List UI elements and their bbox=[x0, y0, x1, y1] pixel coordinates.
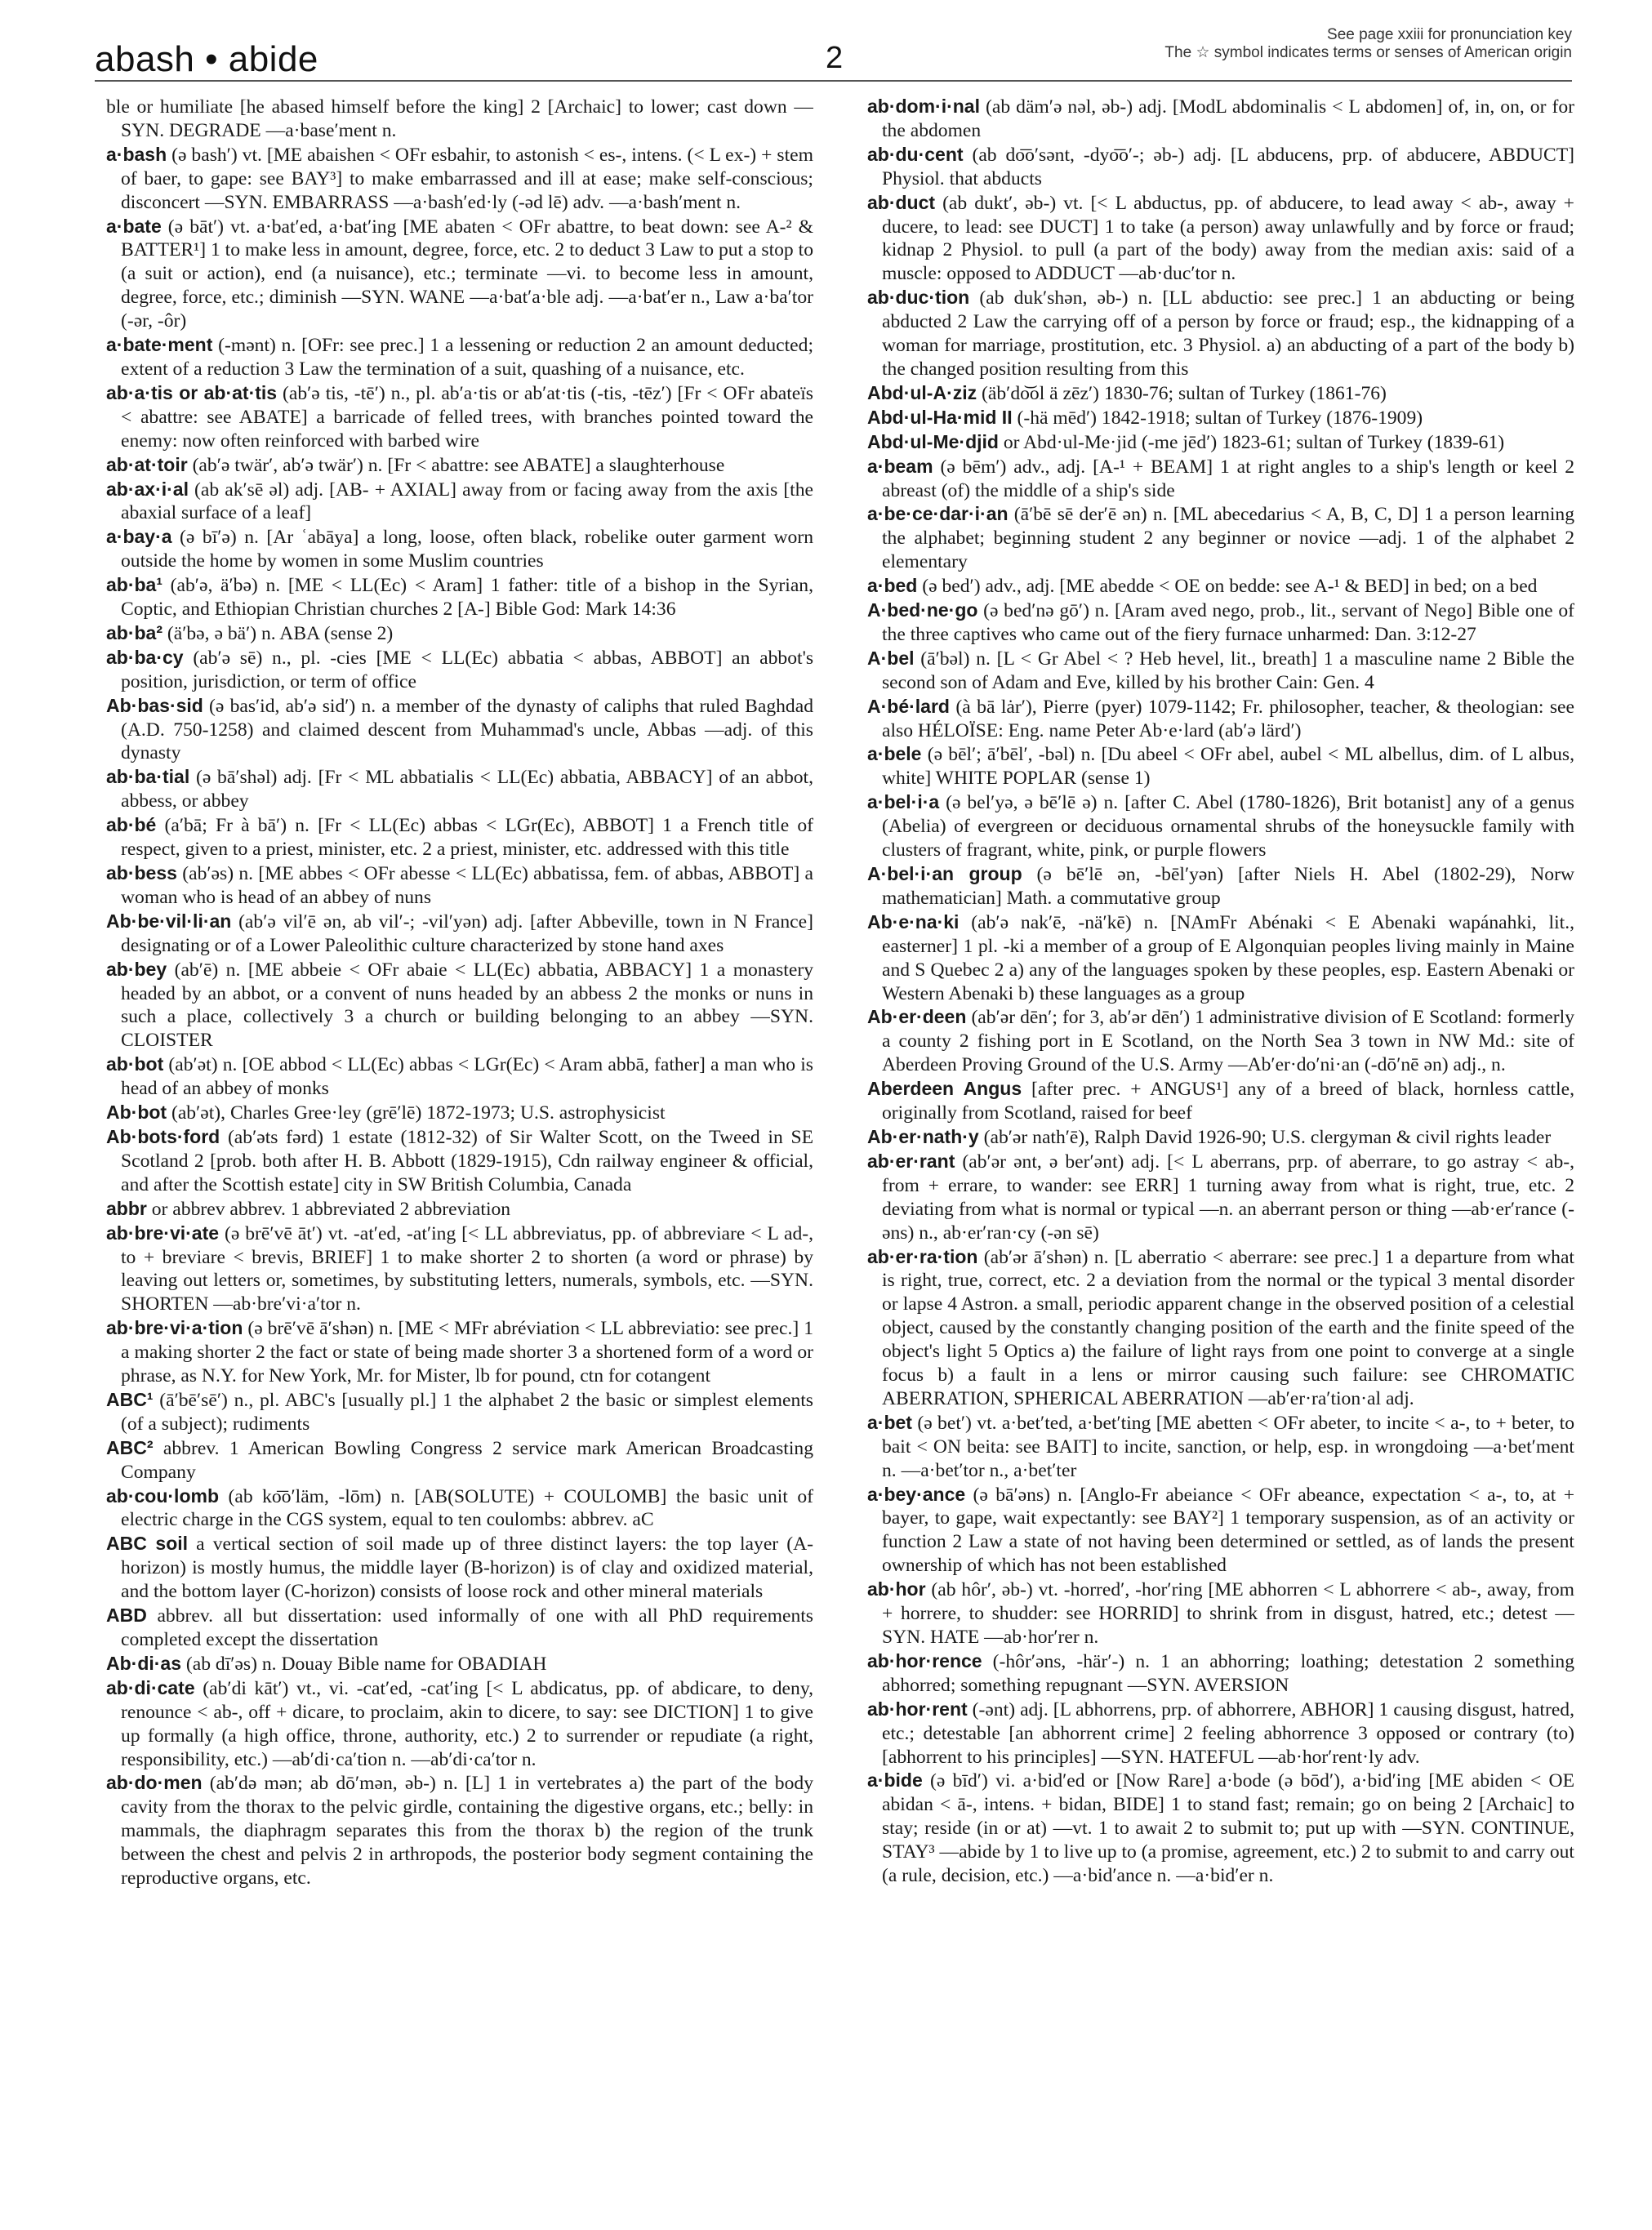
entry-headword: a·bate bbox=[106, 215, 162, 237]
entry-headword: A·bé·lard bbox=[867, 695, 950, 717]
dictionary-entry bbox=[106, 1652, 813, 1676]
entry-headword: Abd·ul-Me·djid bbox=[867, 430, 999, 452]
entry-headword: ab·ba¹ bbox=[106, 574, 163, 596]
dictionary-entry bbox=[106, 1125, 813, 1197]
entry-definition: (ə bet′) vt. a·bet′ted, a·bet′ting [ME abetten < OFr abeter, to incite < a-, to + beter, to bait < ON beita: see BAIT] to incite, sanction, or help, esp. in wrongdoing —a·bet′ment n. —a·bet′tor n., a·bet′ter bbox=[882, 1412, 1574, 1481]
entry-headword: A·bed·ne·go bbox=[867, 599, 978, 621]
entry-headword: ab·duct bbox=[867, 191, 936, 213]
dictionary-entry bbox=[106, 478, 813, 526]
entry-definition: (ab′ə sē) n., pl. -cies [ME < LL(Ec) abbatia < abbas, ABBOT] an abbot's position, jurisdiction, or term of office bbox=[121, 647, 813, 692]
entry-headword: ab·bey bbox=[106, 958, 167, 980]
dictionary-entry bbox=[106, 1222, 813, 1317]
entry-headword: ab·ba² bbox=[106, 621, 163, 643]
entry-headword: ab·do·men bbox=[106, 1772, 203, 1794]
entry-definition: (ā′bəl) n. [L < Gr Abel < ? Heb hevel, lit., breath] 1 a masculine name 2 Bible the second son of Adam and Eve, killed by his brother Cain: Gen. 4 bbox=[882, 648, 1574, 693]
dictionary-entry bbox=[867, 1125, 1574, 1150]
entry-headword: Ab·bot bbox=[106, 1102, 167, 1124]
entry-headword: ABC soil bbox=[106, 1533, 189, 1555]
entry-definition: (ə bas′id, ab′ə sid′) n. a member of the dynasty of caliphs that ruled Baghdad (A.D. 750-1258) and claimed descent from Muhammad's uncle, Abbas —adj. of this dynasty bbox=[121, 695, 813, 764]
entry-definition: [after prec. + ANGUS¹] any of a breed of black, hornless cattle, originally from Scotland, raised for beef bbox=[882, 1079, 1574, 1124]
dictionary-entry bbox=[106, 694, 813, 766]
dictionary-entry bbox=[867, 910, 1574, 1006]
entry-headword: a·beam bbox=[867, 455, 933, 477]
entry-definition: (ə bash′) vt. [ME abaishen < OFr esbahir, to astonish < es-, intens. (< L ex-) + stem of baer, to gape: see BAY³] to make embarrassed and ill at ease; make self-conscious; disconcert —SYN. EMBARRASS —a·bash′ed·ly (-əd lē) adv. —a·bash′ment n. bbox=[121, 144, 813, 213]
entry-definition: (ə bēm′) adv., adj. [A-¹ + BEAM] 1 at right angles to a ship's length or keel 2 abreast (of) the middle of a ship's side bbox=[882, 456, 1574, 501]
entry-definition: (ab′əs) n. [ME abbes < OFr abesse < LL(Ec) abbatissa, fem. of abbas, ABBOT] a woman who is head of an abbey of nuns bbox=[121, 863, 813, 908]
entry-definition: (ə bel′yə, ə bē′lē ə) n. [after C. Abel (1780-1826), Brit botanist] any of a genus (Abelia) of evergreen or deciduous ornamental shrubs of the honeysuckle family with clusters of fragrant, white, pink, or purple flowers bbox=[882, 792, 1574, 861]
entry-headword: a·bed bbox=[867, 575, 918, 597]
entry-definition: (ab′ə twär′, ab′ə twär′) n. [Fr < abattre: see ABATE] a slaughterhouse bbox=[187, 454, 725, 476]
entry-headword: a·bel·i·a bbox=[867, 791, 940, 813]
dictionary-entry bbox=[867, 647, 1574, 695]
dictionary-entry bbox=[867, 1005, 1574, 1077]
entry-headword: a·bey·ance bbox=[867, 1483, 966, 1505]
entry-headword: a·be·ce·dar·i·an bbox=[867, 503, 1009, 525]
entry-definition: (ab′ət) n. [OE abbod < LL(Ec) abbas < LGr(Ec) < Aram abbā, father] a man who is head of an abbey of monks bbox=[121, 1054, 813, 1100]
entry-definition: abbrev. all but dissertation: used informally of one with all PhD requirements completed except the dissertation bbox=[121, 1605, 813, 1650]
entry-headword: ab·ba·cy bbox=[106, 646, 184, 668]
entry-definition: (ab dukt′, əb-) vt. [< L abductus, pp. of abducere, to lead away < ab-, away + ducere, to lead: see DUCT] 1 to take (a person) away unlawfully and by force or fraud; kidnap 2 Physiol. to pull (a part of the body) away from the median axis: said of a muscle: opposed to ADDUCT —ab·duc′tor n. bbox=[882, 192, 1574, 285]
entry-definition: (a′bā; Fr à bā′) n. [Fr < LL(Ec) abbas < LGr(Ec), ABBOT] 1 a French title of respect, given to a priest, minister, etc. 2 a priest, minister, etc. addressed with this title bbox=[121, 815, 813, 861]
entry-definition: (ə brē′vē āt′) vt. -at′ed, -at′ing [< LL abbreviatus, pp. of abbreviare < L ad-, to + breviare < brevis, BRIEF] 1 to make shorter 2 to shorten (a word or phrase) by leaving out letters or, sometimes, by substituting letters, numerals, symbols, etc. —SYN. SHORTEN —ab·bre′vi·a′tor n. bbox=[121, 1222, 813, 1315]
entry-headword: Abd·ul-Ha·mid II bbox=[867, 406, 1013, 428]
entry-headword: ab·cou·lomb bbox=[106, 1484, 219, 1507]
entry-headword: ABD bbox=[106, 1605, 147, 1627]
right-column bbox=[867, 95, 1574, 2210]
dictionary-entry bbox=[867, 1411, 1574, 1483]
dictionary-entry bbox=[867, 286, 1574, 381]
dictionary-entry bbox=[867, 695, 1574, 743]
dictionary-entry bbox=[867, 1150, 1574, 1245]
dictionary-entry bbox=[867, 95, 1574, 143]
entry-headword: ab·er·rant bbox=[867, 1150, 955, 1172]
entry-definition: (ə bīd′) vi. a·bid′ed or [Now Rare] a·bode (ə bōd′), a·bid′ing [ME abiden < OE abidan < ā-, intens. + bidan, BIDE] 1 to stand fast; remain; go on being 2 [Archaic] to stay; reside (in or at) —vt. 1 to await 2 to submit to; put up with —SYN. CONTINUE, STAY³ —abide by 1 to live up to (a promise, agreement, etc.) 2 to submit to and carry out (a rule, decision, etc.) —a·bid′ance n. —a·bid′er n. bbox=[882, 1770, 1574, 1887]
dictionary-entry bbox=[867, 143, 1574, 191]
entry-headword: ab·bot bbox=[106, 1053, 164, 1075]
dictionary-entry bbox=[106, 1771, 813, 1890]
dictionary-entry bbox=[106, 1436, 813, 1484]
entry-headword: ab·bé bbox=[106, 814, 157, 836]
entry-headword: ab·ba·tial bbox=[106, 766, 190, 788]
dictionary-entry bbox=[867, 191, 1574, 287]
dictionary-entry bbox=[867, 790, 1574, 862]
entry-definition: (à bā lȧr′), Pierre (pyer) 1079-1142; Fr. philosopher, teacher, & theologian: see also HÉLOÏSE: Eng. name Peter Ab·e·lard (ab′ə lärd′) bbox=[882, 696, 1574, 741]
dictionary-entry bbox=[867, 574, 1574, 599]
dictionary-entry bbox=[867, 381, 1574, 406]
entry-headword: Aberdeen Angus bbox=[867, 1078, 1022, 1100]
dictionary-entry bbox=[867, 1077, 1574, 1125]
entry-definition: (ə bī′ə) n. [Ar ʿabāya] a long, loose, often black, robelike outer garment worn outside the home by women in some Muslim countries bbox=[121, 527, 813, 572]
entry-headword: Ab·bas·sid bbox=[106, 694, 203, 716]
dictionary-entry bbox=[867, 742, 1574, 790]
entry-definition: (ə bā′shəl) adj. [Fr < ML abbatialis < LL(Ec) abbatia, ABBACY] of an abbot, abbess, or abbey bbox=[121, 767, 813, 812]
dictionary-entry bbox=[106, 861, 813, 910]
dictionary-entry bbox=[106, 1676, 813, 1772]
entry-definition: (ab do͞o′sənt, -dyo͞o′-; əb-) adj. [L abducens, prp. of abducere, ABDUCT] Physiol. that abducts bbox=[882, 144, 1574, 189]
entry-definition: (-mənt) n. [OFr: see prec.] 1 a lessening or reduction 2 an amount deducted; extent of a reduction 3 Law the termination of a suit, quashing of a nuisance, etc. bbox=[121, 335, 813, 380]
entry-definition: (ə bed′) adv., adj. [ME abedde < OE on bedde: see A-¹ & BED] in bed; on a bed bbox=[917, 576, 1538, 598]
dictionary-entry bbox=[106, 1532, 813, 1604]
dictionary-entry bbox=[106, 333, 813, 381]
entry-definition: (-hä mēd′) 1842-1918; sultan of Turkey (1876-1909) bbox=[1012, 407, 1423, 429]
entry-definition: (ab ak′sē əl) adj. [AB- + AXIAL] away from or facing away from the axis [the abaxial surface of a leaf] bbox=[121, 478, 813, 524]
dictionary-entry bbox=[867, 1245, 1574, 1411]
entry-definition: (ab däm′ə nəl, əb-) adj. [ModL abdominalis < L abdomen] of, in, on, or for the abdomen bbox=[882, 96, 1574, 141]
entry-definition: abbrev. 1 American Bowling Congress 2 service mark American Broadcasting Company bbox=[121, 1437, 813, 1483]
entry-headword: Ab·be·vil·li·an bbox=[106, 910, 232, 932]
dictionary-entry bbox=[106, 621, 813, 646]
entry-headword: Ab·bots·ford bbox=[106, 1125, 220, 1147]
entry-headword: ab·hor·rence bbox=[867, 1649, 982, 1671]
entry-headword: a·bate·ment bbox=[106, 334, 213, 356]
dictionary-entry bbox=[867, 862, 1574, 910]
entry-headword: ab·ax·i·al bbox=[106, 478, 189, 500]
entry-definition: (-ənt) adj. [L abhorrens, prp. of abhorrere, ABHOR] 1 causing disgust, hatred, etc.; detestable [an abhorrent crime] 2 feeling abhorrence 3 opposed or contrary (to) [abhorrent to his principles] —SYN. HATEFUL —ab·hor′rent·ly adv. bbox=[882, 1698, 1574, 1768]
entry-definition: (ab′ə vil′ē ən, ab vil′-; -vil′yən) adj. [after Abbeville, town in N France] designating or of a Lower Paleolithic culture characterized by stone hand axes bbox=[121, 910, 813, 956]
dictionary-entry bbox=[106, 1316, 813, 1388]
entry-definition: or abbrev abbrev. 1 abbreviated 2 abbreviation bbox=[146, 1198, 511, 1220]
entry-headword: ab·bre·vi·ate bbox=[106, 1222, 220, 1244]
entry-headword: Ab·er·nath·y bbox=[867, 1125, 979, 1147]
entry-definition: (ā′bē′sē′) n., pl. ABC's [usually pl.] 1 the alphabet 2 the basic or simplest elements (of a subject); rudiments bbox=[121, 1389, 813, 1435]
entry-headword: a·bet bbox=[867, 1411, 912, 1433]
dictionary-entry bbox=[106, 95, 813, 143]
dictionary-entry bbox=[867, 502, 1574, 574]
entry-definition: (ab′ər dēn′; for 3, ab′ər dēn′) 1 administrative division of E Scotland: formerly a county 2 fishing port in E Scotland, on the North Sea 3 town in NW Md.: site of Aberdeen Proving Ground of the U.S. Army —Ab′er·do′ni·an (-dō′nē ən) adj., n. bbox=[882, 1007, 1574, 1076]
dictionary-entry bbox=[106, 813, 813, 861]
entry-headword: ABC² bbox=[106, 1436, 154, 1458]
entry-definition: ble or humiliate [he abased himself before the king] 2 [Archaic] to lower; cast down —SYN. DEGRADE —a·base′ment n. bbox=[106, 96, 813, 141]
dictionary-entry bbox=[867, 430, 1574, 455]
dictionary-entry bbox=[106, 1604, 813, 1652]
entry-definition: (ab′ər ənt, ə ber′ənt) adj. [< L aberrans, prp. of aberrare, to go astray < ab-, from + errare, to wander: see ERR] 1 turning away from what is right, true, etc. 2 deviating from what is normal or typical —n. an aberrant person or thing —ab·er′rance (-əns) n., ab·er′ran·cy (-ən sē) bbox=[882, 1151, 1574, 1244]
entry-headword: a·bay·a bbox=[106, 526, 172, 548]
entry-headword: ab·dom·i·nal bbox=[867, 96, 980, 117]
page-number: 2 bbox=[826, 41, 844, 75]
page-header bbox=[95, 23, 1572, 82]
pronunciation-note: See page xxiii for pronunciation key bbox=[1327, 26, 1572, 43]
entry-definition: (ə bed′nə gō′) n. [Aram aved nego, prob., lit., servant of Nego] Bible one of the three captives who came out of the fiery furnace unharmed: Dan. 3:12-27 bbox=[882, 600, 1574, 645]
entry-definition: (ä′bə, ə bä′) n. ABA (sense 2) bbox=[163, 622, 394, 644]
dictionary-entry bbox=[106, 910, 813, 958]
entry-definition: (ə bēl′; ā′bēl′, -bəl) n. [Du abeel < OFr abel, aubel < ML albellus, dim. of L albus, white] WHITE POPLAR (sense 1) bbox=[882, 744, 1574, 790]
dictionary-entry bbox=[867, 1483, 1574, 1578]
dictionary-entry bbox=[106, 453, 813, 478]
entry-headword: ab·hor·rent bbox=[867, 1698, 968, 1720]
dictionary-entry bbox=[867, 1698, 1574, 1769]
entry-definition: (ab′di kāt′) vt., vi. -cat′ed, -cat′ing [< L abdicatus, pp. of abdicare, to deny, renounce < ab-, off + dicare, to proclaim, akin to dicere, to say: see DICTION] 1 to give up formally (a high office, throne, authority, etc.) 2 to surrender or repudiate (a right, responsibility, etc.) —ab′di·ca′tion n. —ab′di·ca′tor n. bbox=[121, 1677, 813, 1770]
dictionary-entry bbox=[106, 525, 813, 573]
entry-headword: ab·di·cate bbox=[106, 1676, 195, 1698]
entry-headword: ab·a·tis or ab·at·tis bbox=[106, 381, 278, 403]
entry-headword: A·bel bbox=[867, 647, 915, 669]
dictionary-entry bbox=[867, 1769, 1574, 1888]
entry-definition: (ab′ə tis, -tē′) n., pl. ab′a·tis or ab′at·tis (-tis, -tēz′) [Fr < OFr abateïs < abattre: see ABATE] a barricade of felled trees, with branches pointed toward the enemy: now often reinforced with barbed wire bbox=[121, 382, 813, 452]
entry-headword: a·bide bbox=[867, 1769, 923, 1792]
entry-headword: ab·du·cent bbox=[867, 143, 964, 165]
guide-words: abash • abide bbox=[95, 39, 318, 79]
header-note bbox=[1164, 26, 1572, 62]
entry-definition: a vertical section of soil made up of three distinct layers: the top layer (A-horizon) is mostly humus, the middle layer (B-horizon) is of clay and oxidized material, and the bottom layer (C-horizon) consists of loose rock and other mineral materials bbox=[121, 1533, 813, 1603]
dictionary-entry bbox=[867, 599, 1574, 647]
dictionary-entry bbox=[106, 1053, 813, 1101]
entry-headword: a·bash bbox=[106, 143, 167, 165]
entry-definition: (ab′ē) n. [ME abbeie < OFr abaie < LL(Ec) abbatia, ABBACY] 1 a monastery headed by an abbot, or a convent of nuns headed by an abbess 2 the monks or nuns in such a place, collectively 3 a church or building belonging to an abbey —SYN. CLOISTER bbox=[121, 959, 813, 1052]
entry-definition: (ā′bē sē der′ē ən) n. [ML abecedarius < A, B, C, D] 1 a person learning the alphabet; beginning student 2 any beginner or novice —adj. 1 of the alphabet 2 elementary bbox=[882, 504, 1574, 573]
entry-definition: (ab′ər nath′ē), Ralph David 1926-90; U.S. clergyman & civil rights leader bbox=[978, 1126, 1552, 1148]
dictionary-entry bbox=[106, 143, 813, 215]
entry-definition: (ab duk′shən, əb-) n. [LL abductio: see prec.] 1 an abducting or being abducted 2 Law the carrying off of a person by force or fraud; esp., the kidnapping of a woman for marriage, prostitution, etc. 3 Physiol. a) an abducting of a part of the body b) the changed position resulting from this bbox=[882, 287, 1574, 380]
dictionary-entry bbox=[106, 1101, 813, 1125]
entry-headword: ABC¹ bbox=[106, 1388, 154, 1410]
left-column bbox=[106, 95, 813, 2210]
entry-headword: ab·hor bbox=[867, 1578, 926, 1600]
dictionary-entry bbox=[106, 381, 813, 453]
entry-definition: (ab′də mən; ab dō′mən, əb-) n. [L] 1 in vertebrates a) the part of the body cavity from the thorax to the pelvic girdle, containing the digestive organs, etc.; belly: in mammals, the diaphragm separates this from the thorax b) the region of the trunk between the chest and pelvis 2 in arthropods, the posterior body segment containing the reproductive organs, etc. bbox=[121, 1773, 813, 1889]
entry-definition: or Abd·ul-Me·jid (-me jēd′) 1823-61; sultan of Turkey (1839-61) bbox=[998, 431, 1505, 453]
entry-definition: (äb′do͝ol ä zēz′) 1830-76; sultan of Turkey (1861-76) bbox=[977, 382, 1387, 404]
entry-headword: ab·at·toir bbox=[106, 453, 188, 475]
dictionary-entry bbox=[867, 455, 1574, 503]
dictionary-entry bbox=[106, 573, 813, 621]
entry-headword: Abd·ul-A·ziz bbox=[867, 381, 977, 403]
entry-definition: (ə bāt′) vt. a·bat′ed, a·bat′ing [ME abaten < OFr abattre, to beat down: see A-² & BATTER¹] 1 to make less in amount, degree, force, etc. 2 to deduct 3 Law to put a stop to (a suit or action), end (a nuisance), etc.; terminate —vi. to become less in amount, degree, force, etc.; diminish —SYN. WANE —a·bat′a·ble adj. —a·bat′er n., Law a·ba′tor (-ər, -ôr) bbox=[121, 216, 813, 332]
entry-headword: ab·bess bbox=[106, 862, 177, 884]
entry-definition: (ə bē′lē ən, -bēl′yən) [after Niels H. Abel (1802-29), Norw mathematician] Math. a commutative group bbox=[882, 864, 1574, 909]
entry-headword: ab·er·ra·tion bbox=[867, 1245, 978, 1267]
entry-definition: (ə bā′əns) n. [Anglo-Fr abeiance < OFr abeance, expectation < a-, to, at + bayer, to gape, wait expectantly: see BAY²] 1 temporary suspension, as of an activity or function 2 Law a state of not having been determined or settled, as of lands the present ownership of which has not been established bbox=[882, 1484, 1574, 1577]
entry-headword: Ab·di·as bbox=[106, 1652, 181, 1674]
entry-headword: abbr bbox=[106, 1197, 147, 1219]
entry-headword: A·bel·i·an group bbox=[867, 863, 1022, 884]
entry-definition: (ə brē′vē ā′shən) n. [ME < MFr abréviation < LL abbreviatio: see prec.] 1 a making shorter 2 the fact or state of being made shorter 3 a shortened form of a word or phrase, as N.Y. for New York, Mr. for Mister, lb for pound, ctn for cotangent bbox=[121, 1318, 813, 1387]
american-origin-note: The ☆ symbol indicates terms or senses of American origin bbox=[1164, 44, 1572, 61]
dictionary-entry bbox=[106, 765, 813, 813]
dictionary-entry bbox=[867, 1649, 1574, 1698]
entry-headword: ab·bre·vi·a·tion bbox=[106, 1317, 243, 1339]
dictionary-entry bbox=[106, 215, 813, 334]
entry-definition: (ab′ə, ä′bə) n. [ME < LL(Ec) < Aram] 1 father: title of a bishop in the Syrian, Coptic, and Ethiopian Christian churches 2 [A-] Bible God: Mark 14:36 bbox=[121, 575, 813, 621]
entry-definition: (ab′ət), Charles Gree·ley (grē′lē) 1872-1973; U.S. astrophysicist bbox=[167, 1102, 666, 1124]
entry-definition: (ab dī′əs) n. Douay Bible name for OBADIAH bbox=[181, 1653, 547, 1675]
dictionary-entry bbox=[867, 1578, 1574, 1649]
dictionary-entry bbox=[106, 1484, 813, 1533]
entry-definition: (ab hôr′, əb-) vt. -horred′, -hor′ring [ME abhorren < L abhorrere < ab-, away, from + horrere, to shudder: see HORRID] to shrink from in disgust, hatred, etc.; detest —SYN. HATE —ab·hor′rer n. bbox=[882, 1579, 1574, 1648]
entry-definition: (ab ko͞o′läm, -lōm) n. [AB(SOLUTE) + COULOMB] the basic unit of electric charge in the CGS system, equal to ten coulombs: abbrev. aC bbox=[121, 1485, 813, 1531]
entry-definition: (ab′əts fərd) 1 estate (1812-32) of Sir Walter Scott, on the Tweed in SE Scotland 2 [prob. both after H. B. Abbott (1829-1915), Cdn railway engineer & official, and after the Scottish estate] city in SW British Columbia, Canada bbox=[121, 1126, 813, 1195]
dictionary-entry bbox=[106, 646, 813, 694]
entry-headword: Ab·e·na·ki bbox=[867, 910, 960, 933]
dictionary-entry bbox=[867, 406, 1574, 430]
dictionary-entry bbox=[106, 958, 813, 1053]
entry-headword: Ab·er·deen bbox=[867, 1006, 967, 1028]
entry-definition: (ab′ər ā′shən) n. [L aberratio < aberrare: see prec.] 1 a departure from what is right, true, correct, etc. 2 a deviation from the normal or the typical 3 mental disorder or lapse 4 Astron. a small, periodic apparent change in the observed position of a celestial object, caused by the constantly changing position of the earth and the finite speed of the object's light 5 Optics a) the failure of light rays from one point to converge at a single focus b) a fault in a lens or mirror causing such failure: see CHROMATIC ABERRATION, SPHERICAL ABERRATION —ab′er·ra′tion·al adj. bbox=[882, 1246, 1574, 1409]
dictionary-entry bbox=[106, 1388, 813, 1436]
dictionary-entry bbox=[106, 1197, 813, 1222]
entry-definition: (ab′ə nak′ē, -nä′kē) n. [NAmFr Abénaki < E Abenaki wapánahki, lit., easterner] 1 pl. -ki a member of a group of E Algonquian peoples living mainly in Maine and S Quebec 2 a) any of the languages spoken by these peoples, esp. Eastern Abenaki or Western Abenaki b) these languages as a group bbox=[882, 911, 1574, 1004]
entry-headword: a·bele bbox=[867, 743, 922, 765]
entry-definition: (-hôr′əns, -här′-) n. 1 an abhorring; loathing; detestation 2 something abhorred; something repugnant —SYN. AVERSION bbox=[882, 1650, 1574, 1696]
entry-headword: ab·duc·tion bbox=[867, 287, 970, 309]
